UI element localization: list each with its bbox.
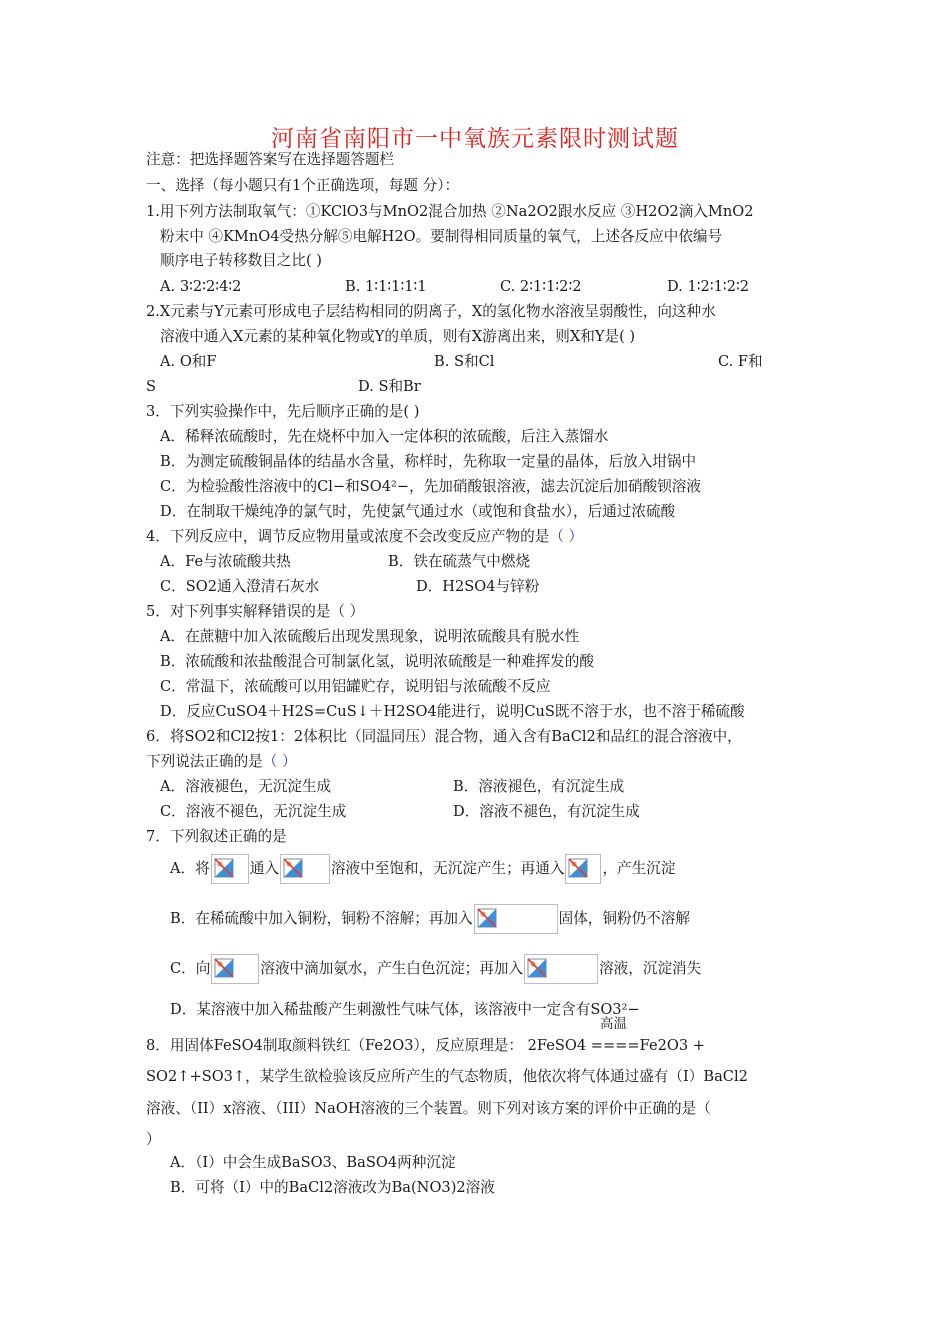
q6-option-d: D．溶液不褪色，有沉淀生成 bbox=[453, 803, 640, 820]
q1-line-1: 1.用下列方法制取氧气：①KClO3与MnO2混合加热 ②Na2O2跟水反应 ③H2O2滴入MnO2 bbox=[146, 203, 754, 220]
q8-option-b: B．可将（I）中的BaCl2溶液改为Ba(NO3)2溶液 bbox=[170, 1179, 495, 1196]
q7-a-text-2: 通入 bbox=[249, 860, 279, 877]
note-line: 注意：把选择题答案写在选择题答题栏 bbox=[146, 151, 395, 168]
q3-option-d: D．在制取干燥纯净的氯气时，先使氯气通过水（或饱和食盐水），后通过浓硫酸 bbox=[160, 503, 676, 520]
q1-line-3: 顺序电子转移数目之比( ) bbox=[160, 252, 322, 269]
section-heading: 一、选择（每小题只有1个正确选项，每题 分）： bbox=[146, 177, 460, 194]
q7-stem: 7．下列叙述正确的是 bbox=[146, 828, 287, 845]
q2-option-c-cont: S bbox=[146, 378, 156, 395]
q5-option-a: A．在蔗糖中加入浓硫酸后出现发黑现象，说明浓硫酸具有脱水性 bbox=[160, 628, 580, 645]
q7-option-d: D．某溶液中加入稀盐酸产生刺激性气味气体，该溶液中一定含有SO3²− bbox=[170, 1001, 640, 1018]
q5-stem: 5．对下列事实解释错误的是（ ） bbox=[146, 603, 365, 620]
q6-line-2 bbox=[146, 752, 297, 772]
broken-image-icon bbox=[211, 954, 259, 984]
q4-stem-text: 4．下列反应中，调节反应物用量或浓度不会改变反应产物的是 bbox=[146, 528, 550, 545]
q6-option-b: B．溶液褪色，有沉淀生成 bbox=[453, 778, 625, 795]
q8-reaction-condition: 高温 bbox=[600, 1016, 627, 1032]
q2-line-1: 2.X元素与Y元素可形成电子层结构相同的阴离子，X的氢化物水溶液呈弱酸性，向这种水 bbox=[146, 303, 716, 320]
broken-image-icon bbox=[211, 854, 249, 884]
q7-c-text-2: 溶液中滴加氨水，产生白色沉淀；再加入 bbox=[260, 960, 524, 977]
q3-option-c: C．为检验酸性溶液中的Cl−和SO4²−，先加硝酸银溶液，滤去沉淀后加硝酸钡溶液 bbox=[160, 478, 701, 495]
q6-line-2-text: 下列说法正确的是 bbox=[146, 753, 263, 770]
q6-answer-paren: （ ） bbox=[262, 753, 297, 770]
q2-option-a: A. O和F bbox=[160, 353, 217, 370]
broken-image-icon bbox=[474, 904, 558, 934]
q8-line-1: 8．用固体FeSO4制取颜料铁红（Fe2O3），反应原理是： 2FeSO4 ====Fe2O3 + bbox=[146, 1037, 706, 1054]
q2-option-d: D. S和Br bbox=[358, 378, 421, 395]
q2-option-c: C. F和 bbox=[718, 353, 763, 370]
q2-option-b: B. S和Cl bbox=[434, 353, 495, 370]
q1-option-b: B. 1∶1∶1∶1∶1 bbox=[345, 278, 427, 295]
q6-option-c: C．溶液不褪色，无沉淀生成 bbox=[160, 803, 347, 820]
broken-image-icon bbox=[565, 854, 601, 884]
q3-option-b: B．为测定硫酸铜晶体的结晶水含量，称样时，先称取一定量的晶体，后放入坩锅中 bbox=[160, 453, 697, 470]
page-title: 河南省南阳市一中氧族元素限时测试题 bbox=[271, 126, 679, 152]
q2-line-2: 溶液中通入X元素的某种氧化物或Y的单质，则有X游离出来，则X和Y是( ) bbox=[160, 328, 636, 345]
q5-option-b: B．浓硫酸和浓盐酸混合可制氯化氢，说明浓硫酸是一种难挥发的酸 bbox=[160, 653, 594, 670]
q3-stem: 3．下列实验操作中，先后顺序正确的是( ) bbox=[146, 403, 420, 420]
q4-stem bbox=[146, 527, 583, 547]
q5-option-c: C．常温下，浓硫酸可以用铝罐贮存，说明铝与浓硫酸不反应 bbox=[160, 678, 551, 695]
q7-b-text-1: B．在稀硫酸中加入铜粉，铜粉不溶解；再加入 bbox=[170, 910, 473, 927]
q8-line-4: ） bbox=[146, 1131, 161, 1148]
q4-option-a: A．Fe与浓硫酸共热 bbox=[160, 553, 291, 570]
q8-line-3: 溶液、（II）x溶液、（III）NaOH溶液的三个装置。则下列对该方案的评价中正确的是（ bbox=[146, 1100, 711, 1117]
q4-option-b: B．铁在硫蒸气中燃烧 bbox=[388, 553, 531, 570]
q7-a-text-1: A．将 bbox=[170, 860, 210, 877]
q8-line-2: SO2↑+SO3↑，某学生欲检验该反应所产生的气态物质，他依次将气体通过盛有（I）BaCl2 bbox=[146, 1068, 748, 1085]
q7-option-b bbox=[170, 902, 690, 936]
q4-answer-paren: （ ） bbox=[549, 528, 584, 545]
q4-option-c: C．SO2通入澄清石灰水 bbox=[160, 578, 320, 595]
q1-option-c: C. 2∶1∶1∶2∶2 bbox=[500, 278, 582, 295]
q1-option-d: D. 1∶2∶1∶2∶2 bbox=[667, 278, 750, 295]
q5-option-d: D．反应CuSO4＋H2S=CuS↓＋H2SO4能进行，说明CuS既不溶于水，也不溶于稀硫酸 bbox=[160, 703, 745, 720]
q7-a-text-4: ，产生沉淀 bbox=[602, 860, 676, 877]
broken-image-icon bbox=[280, 854, 330, 884]
q7-c-text-1: C．向 bbox=[170, 960, 211, 977]
q7-c-text-3: 溶液，沉淀消失 bbox=[599, 960, 702, 977]
q6-line-1: 6．将SO2和Cl2按1：2体积比（同温同压）混合物，通入含有BaCl2和品红的混合溶液中， bbox=[146, 728, 742, 745]
q7-a-text-3: 溶液中至饱和，无沉淀产生；再通入 bbox=[330, 860, 565, 877]
q6-option-a: A．溶液褪色，无沉淀生成 bbox=[160, 778, 332, 795]
q8-option-a: A．（I）中会生成BaSO3、BaSO4两种沉淀 bbox=[170, 1154, 456, 1171]
q1-option-a: A. 3∶2∶2∶4∶2 bbox=[160, 278, 242, 295]
q7-b-text-2: 固体，铜粉仍不溶解 bbox=[558, 910, 690, 927]
broken-image-icon bbox=[524, 954, 598, 984]
q4-option-d: D．H2SO4与锌粉 bbox=[416, 578, 540, 595]
q3-option-a: A．稀释浓硫酸时，先在烧杯中加入一定体积的浓硫酸，后注入蒸馏水 bbox=[160, 428, 609, 445]
q7-option-a bbox=[170, 852, 675, 886]
q1-line-2: 粉末中 ④KMnO4受热分解⑤电解H2O。要制得相同质量的氧气，上述各反应中依编号 bbox=[160, 228, 723, 245]
q7-option-c bbox=[170, 952, 701, 986]
